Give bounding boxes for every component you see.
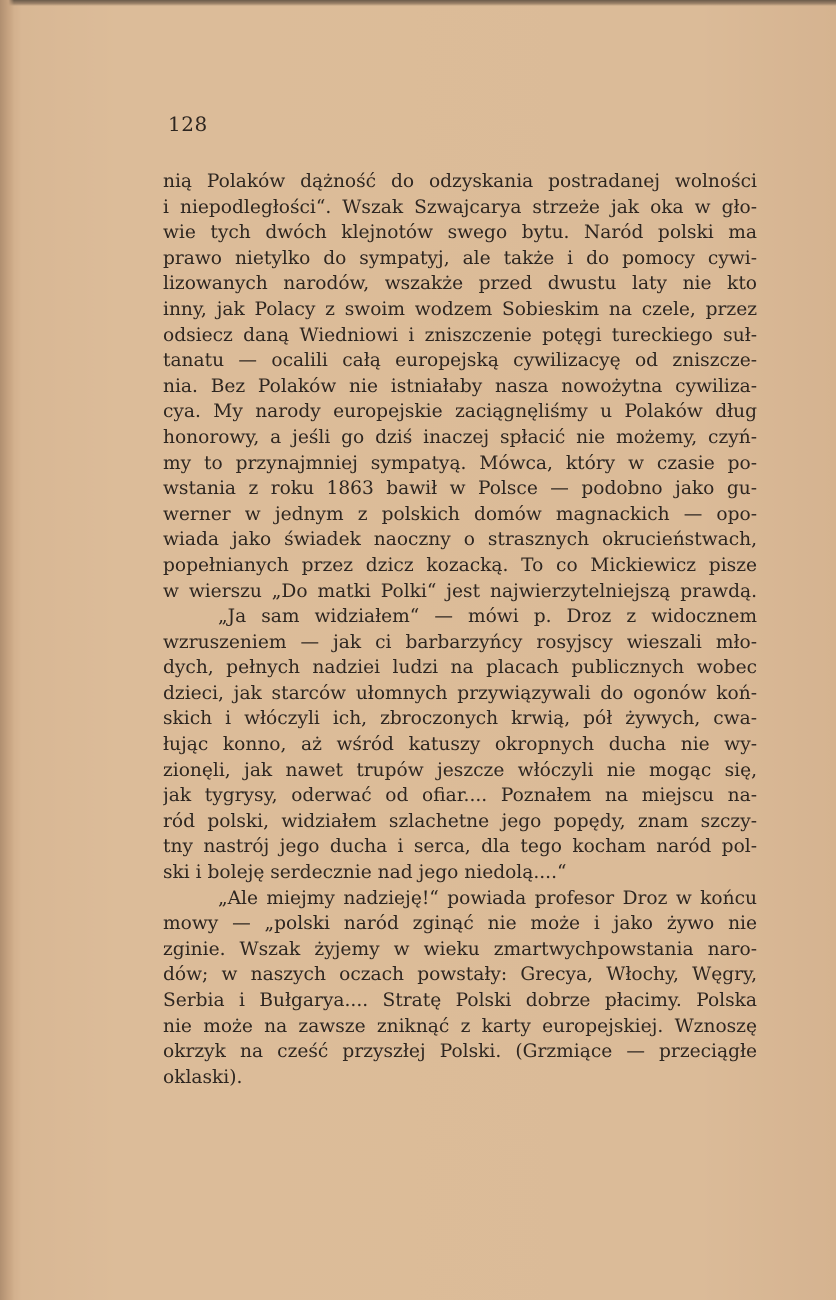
text-line: mowy — „polski naród zginąć nie może i jako żywo nie <box>163 913 757 935</box>
text-line: ski i boleję serdecznie nad jego niedolą....“ <box>163 862 567 884</box>
text-line: cya. My narody europejskie zaciągnęliśmy u Polaków dług <box>163 401 757 423</box>
text-line: oklaski). <box>163 1066 243 1088</box>
text-line: wie tych dwóch klejnotów swego bytu. Naród polski ma <box>163 222 757 244</box>
text-line: werner w jednym z polskich domów magnackich — opo- <box>163 503 757 525</box>
text-line: wzruszeniem — jak ci barbarzyńcy rosyjscy wieszali mło- <box>163 631 757 653</box>
text-line: i niepodległości“. Wszak Szwajcarya strzeże jak oka w gło- <box>163 196 757 218</box>
text-line: nią Polaków dążność do odzyskania postradanej wolności <box>163 171 757 192</box>
text-line: wstania z roku 1863 bawił w Polsce — podobno jako gu- <box>163 478 757 500</box>
text-line: honorowy, a jeśli go dziś inaczej spłacić nie możemy, czyń- <box>163 426 757 448</box>
text-line: okrzyk na cześć przyszłej Polski. (Grzmiące — przeciągłe <box>163 1041 757 1063</box>
text-line: Serbia i Bułgarya.... Stratę Polski dobrze płacimy. Polska <box>163 990 757 1011</box>
text-line: odsiecz daną Wiedniowi i zniszczenie potęgi tureckiego suł- <box>163 324 757 346</box>
text-line: popełnianych przez dzicz kozacką. To co Mickiewicz pisze <box>163 554 757 576</box>
text-line: tanatu — ocalili całą europejską cywilizacyę od zniszcze- <box>163 350 757 372</box>
text-line: skich i włóczyli ich, zbroczonych krwią, pół żywych, cwa- <box>163 708 757 730</box>
text-line: nie może na zawsze zniknąć z karty europejskiej. Wznoszę <box>163 1015 757 1037</box>
body-text <box>163 169 757 1090</box>
text-line: w wierszu „Do matki Polki“ jest najwierzytelniejszą prawdą. <box>163 580 757 602</box>
text-line: prawo nietylko do sympatyj, ale także i do pomocy cywi- <box>163 247 757 269</box>
text-line: my to przynajmniej sympatyą. Mówca, który w czasie po- <box>163 452 757 474</box>
text-line: lizowanych narodów, wszakże przed dwustu laty nie kto <box>163 273 757 295</box>
text-line: dzieci, jak starców ułomnych przywiązywali do ogonów koń- <box>163 682 757 704</box>
text-line: zginie. Wszak żyjemy w wieku zmartwychpowstania naro- <box>163 938 757 960</box>
text-line: wiada jako świadek naoczny o strasznych okrucieństwach, <box>163 529 757 551</box>
text-line: jak tygrysy, oderwać od ofiar.... Poznałem na miejscu na- <box>163 785 757 807</box>
text-line: dów; w naszych oczach powstały: Grecya, Włochy, Węgry, <box>163 964 757 986</box>
page-top-edge <box>0 0 836 6</box>
page-number: 128 <box>168 112 208 136</box>
text-line: tny nastrój jego ducha i serca, dla tego kocham naród pol- <box>163 836 757 858</box>
text-line: dych, pełnych nadziei ludzi na placach publicznych wobec <box>163 657 757 679</box>
page-binding-edge <box>0 0 14 1300</box>
text-line: „Ja sam widziałem“ — mówi p. Droz z widocznem <box>218 606 757 628</box>
text-line: łując konno, aż wśród katuszy okropnych ducha nie wy- <box>163 734 757 756</box>
text-line: „Ale miejmy nadzieję!“ powiada profesor Droz w końcu <box>218 887 757 909</box>
text-line: inny, jak Polacy z swoim wodzem Sobieskim na czele, przez <box>163 298 757 320</box>
text-line: ród polski, widziałem szlachetne jego popędy, znam szczy- <box>163 810 757 832</box>
text-line: nia. Bez Polaków nie istniałaby nasza nowożytna cywiliza- <box>163 375 757 397</box>
text-line: zionęli, jak nawet trupów jeszcze włóczyli nie mogąc się, <box>163 759 757 781</box>
